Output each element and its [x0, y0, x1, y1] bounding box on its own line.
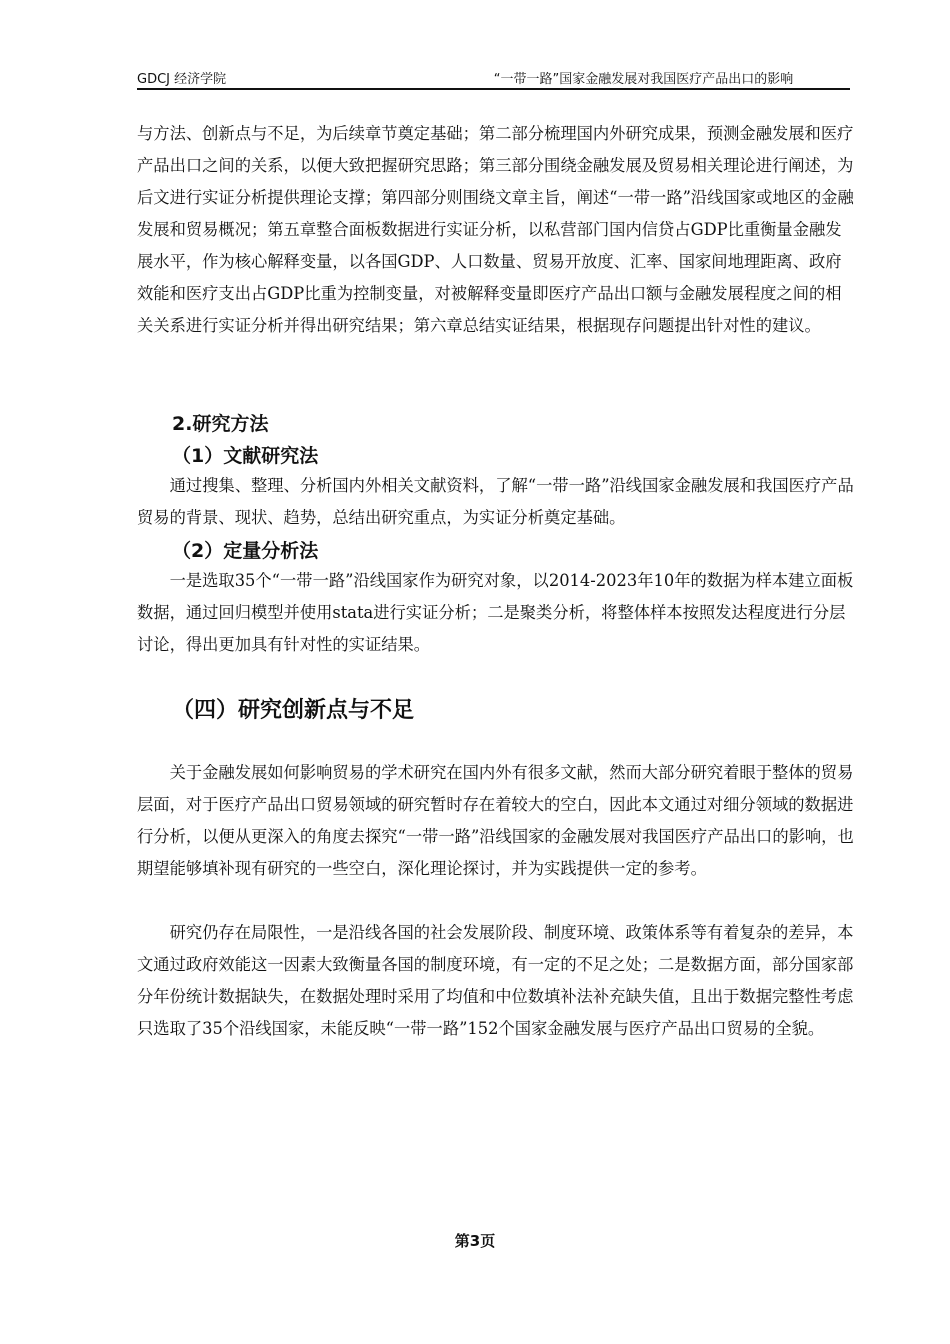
- paragraph-quantitative-method: 一是选取35个“一带一路”沿线国家作为研究对象，以2014-2023年10年的数据为样本建立面板数据，通过回归模型并使用stata进行实证分析；二是聚类分析，将整体样本按照发达程度进行分层讨论，得出更加具有针对性的实证结果。: [137, 571, 854, 654]
- page-number: 第3页: [454, 1232, 496, 1250]
- paragraph-limitations: 研究仍存在局限性，一是沿线各国的社会发展阶段、制度环境、政策体系等有着复杂的差异，本文通过政府效能这一因素大致衡量各国的制度环境，有一定的不足之处；二是数据方面，部分国家部分年份统计数据缺失，在数据处理时采用了均值和中位数填补法补充缺失值，且出于数据完整性考虑只选取了35个沿线国家，未能反映“一带一路”152个国家金融发展与医疗产品出口贸易的全貌。: [137, 923, 854, 1038]
- heading-research-methods: 2.研究方法: [172, 413, 269, 435]
- paragraph-innovation: 关于金融发展如何影响贸易的学术研究在国内外有很多文献，然而大部分研究着眼于整体的贸易层面，对于医疗产品出口贸易领域的研究暂时存在着较大的空白，因此本文通过对细分领域的数据进行分析，以便从更深入的角度去探究“一带一路”沿线国家的金融发展对我国医疗产品出口的影响，也期望能够填补现有研究的一些空白，深化理论探讨，并为实践提供一定的参考。: [137, 763, 854, 878]
- header-title: “一带一路”国家金融发展对我国医疗产品出口的影响: [493, 72, 794, 87]
- section-heading-innovation: （四）研究创新点与不足: [172, 698, 415, 723]
- header-institution: GDCJ 经济学院: [137, 72, 227, 87]
- page-header: [137, 66, 850, 90]
- heading-quantitative-method: （2）定量分析法: [172, 540, 319, 562]
- paragraph-structure: 与方法、创新点与不足，为后续章节奠定基础；第二部分梳理国内外研究成果，预测金融发展和医疗产品出口之间的关系，以便大致把握研究思路；第三部分围绕金融发展及贸易相关理论进行阐述，为后文进行实证分析提供理论支撑；第四部分则围绕文章主旨，阐述“一带一路”沿线国家或地区的金融发展和贸易概况；第五章整合面板数据进行实证分析，以私营部门国内信贷占GDP比重衡量金融发展水平，作为核心解释变量，以各国GDP、人口数量、贸易开放度、汇率、国家间地理距离、政府效能和医疗支出占GDP比重为控制变量，对被解释变量即医疗产品出口额与金融发展程度之间的相关关系进行实证分析并得出研究结果；第六章总结实证结果，根据现存问题提出针对性的建议。: [137, 124, 854, 335]
- paragraph-literature-method: 通过搜集、整理、分析国内外相关文献资料，了解“一带一路”沿线国家金融发展和我国医疗产品贸易的背景、现状、趋势，总结出研究重点，为实证分析奠定基础。: [137, 476, 854, 527]
- heading-literature-method: （1）文献研究法: [172, 445, 319, 467]
